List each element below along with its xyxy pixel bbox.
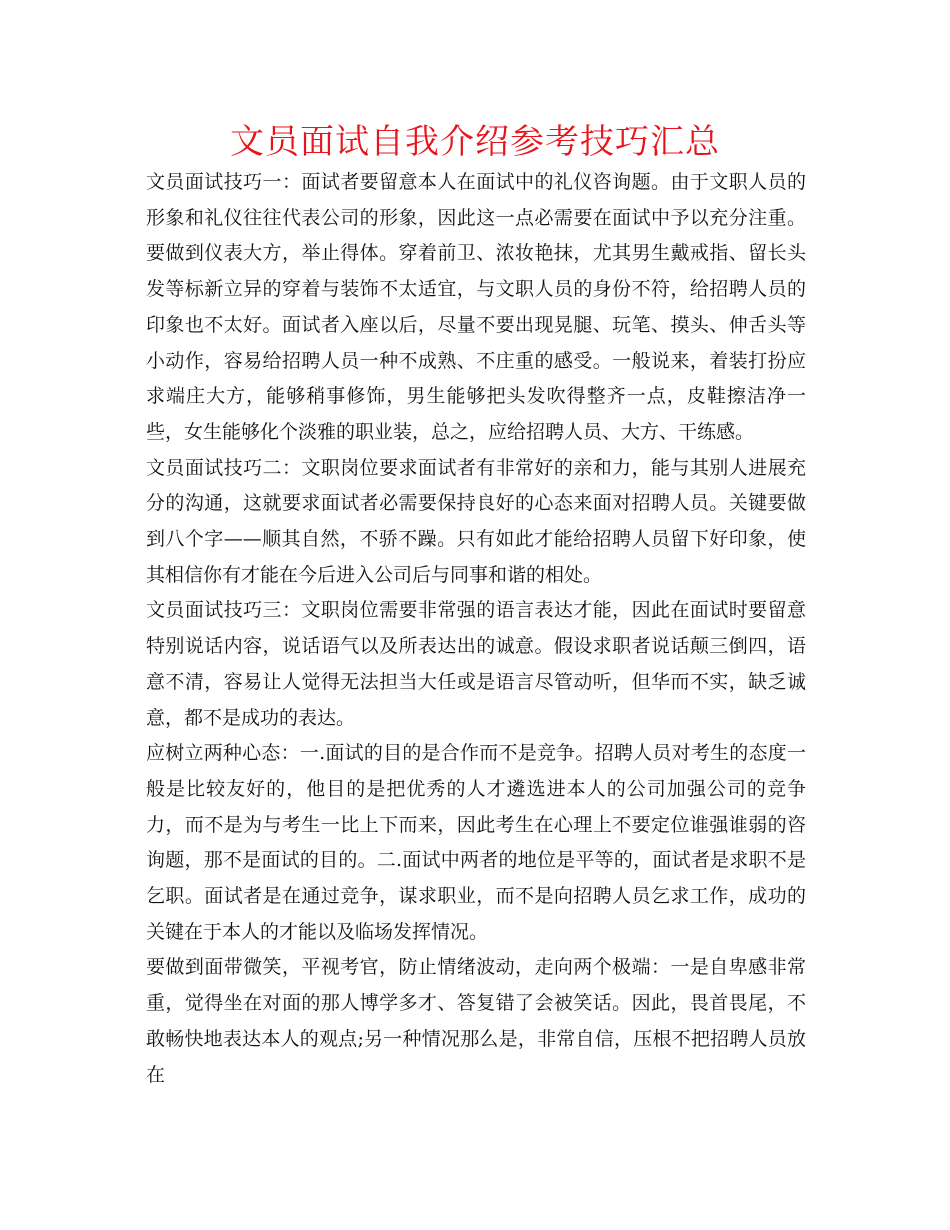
paragraph-smile: 要做到面带微笑，平视考官，防止情绪波动，走向两个极端：一是自卑感非常重，觉得坐在对面的那人博学多才、答复错了会被笑话。因此，畏首畏尾，不敢畅快地表达本人的观点;另一种情况那么是，非常自信，压根不把招聘人员放在 [146,956,806,1086]
paragraph-tip-one: 文员面试技巧一：面试者要留意本人在面试中的礼仪咨询题。由于文职人员的形象和礼仪往往代表公司的形象，因此这一点必需要在面试中予以充分注重。要做到仪表大方，举止得体。穿着前卫、浓妆艳抹，尤其男生戴戒指、留长头发等标新立异的穿着与装饰不太适宜，与文职人员的身份不符，给招聘人员的印象也不太好。面试者入座以后，尽量不要出现晃腿、玩笔、摸头、伸舌头等小动作，容易给招聘人员一种不成熟、不庄重的感受。一般说来，着装打扮应求端庄大方，能够稍事修饰，男生能够把头发吹得整齐一点，皮鞋擦洁净一些，女生能够化个淡雅的职业装，总之，应给招聘人员、大方、干练感。 [146,171,806,443]
document-body [146,165,806,1093]
paragraph-two-mindsets: 应树立两种心态：一.面试的目的是合作而不是竞争。招聘人员对考生的态度一般是比较友好的，他目的是把优秀的人才遴选进本人的公司加强公司的竞争力，而不是为与考生一比上下而来，因此考生在心理上不要定位谁强谁弱的咨询题，那不是面试的目的。二.面试中两者的地位是平等的，面试者是求职不是乞职。面试者是在通过竞争，谋求职业，而不是向招聘人员乞求工作，成功的关键在于本人的才能以及临场发挥情况。 [146,742,806,943]
document-title: 文员面试自我介绍参考技巧汇总 [230,122,720,162]
paragraph-tip-two: 文员面试技巧二：文职岗位要求面试者有非常好的亲和力，能与其别人进展充分的沟通，这就要求面试者必需要保持良好的心态来面对招聘人员。关键要做到八个字——顺其自然，不骄不躁。只有如此才能给招聘人员留下好印象，使其相信你有才能在今后进入公司后与同事和谐的相处。 [146,456,806,586]
paragraph-tip-three: 文员面试技巧三：文职岗位需要非常强的语言表达才能，因此在面试时要留意特别说话内容，说话语气以及所表达出的诚意。假设求职者说话颠三倒四，语意不清，容易让人觉得无法担当大任或是语言尽管动听，但华而不实，缺乏诚意，都不是成功的表达。 [146,599,806,729]
